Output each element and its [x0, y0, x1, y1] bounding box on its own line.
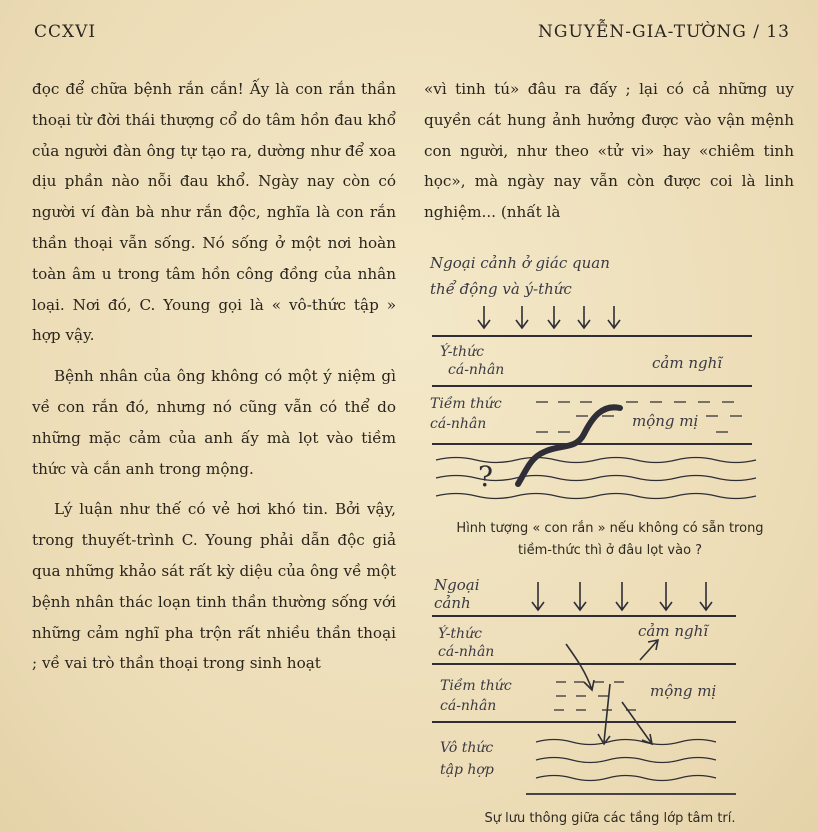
- mind-layers-diagram-2: [426, 572, 766, 804]
- figure2-top-label-line1: Ngoại: [434, 576, 480, 594]
- running-header-left: CCXVI: [34, 22, 97, 42]
- figure1-caption-line1: Hình tượng « con rắn » nếu không có sẵn trong: [456, 521, 764, 536]
- figure2-caption: Sự lưu thông giữa các tầng lớp tâm trí.: [484, 811, 736, 826]
- figure1-layer2-right-label: mộng mị: [632, 412, 699, 430]
- sense-arrows: [478, 306, 620, 328]
- paragraph: Lý luận như thế có vẻ hơi khó tin. Bởi vậy, trong thuyết-trình C. Young phải dẫn độc giả qua những khảo sát rất kỳ diệu của ông về một bệnh nhân thác loạn tinh thần thường sống với những cảm nghĩ pha trộn rất nhiều thần thoại ; về vai trò thần thoại trong sinh hoạt: [32, 500, 396, 673]
- figure1-layer1-label-line1: Ý-thức: [440, 344, 484, 360]
- right-column: [424, 74, 794, 228]
- paragraph: Bệnh nhân của ông không có một ý niệm gì về con rắn đó, nhưng nó cũng vẫn có thể do những mặc cảm của anh ấy mà lọt vào tiềm thức và cắn anh trong mộng.: [32, 367, 396, 478]
- paragraph: đọc để chữa bệnh rắn cắn! Ấy là con rắn thần thoại từ đời thái thượng cổ do tâm hồn đau khổ của người đàn ông tự tạo ra, dường như để xoa dịu phần nào nỗi đau khổ. Ngày nay còn có người ví đàn bà như rắn độc, nghĩa là con rắn thần thoại vẫn sống. Nó sống ở một nơi hoàn toàn âm u trong tâm hồn công đồng của nhân loại. Nơi đó, C. Young gọi là « vô-thức tập » hợp vậy.: [32, 80, 396, 345]
- left-column: [32, 74, 396, 679]
- figure2-layer2-label-line1: Tiềm thức: [440, 678, 512, 694]
- snake-icon: [518, 407, 620, 484]
- figure2-layer1-label-line1: Ý-thức: [438, 626, 482, 642]
- figure2-layer3-label-line1: Vô thức: [440, 740, 494, 756]
- figure2-top-label-line2: cảnh: [434, 594, 471, 612]
- figure2-layer3-label-line2: tập hợp: [440, 762, 494, 778]
- figure1-layer2-label-line2: cá-nhân: [430, 416, 487, 432]
- figure2-layer1-right-label: cảm nghĩ: [638, 622, 709, 640]
- figure1-layer1-label-line2: cá-nhân: [448, 362, 505, 378]
- figure1-layer1-right-label: cảm nghĩ: [652, 354, 723, 372]
- flow-arrows: [566, 640, 658, 744]
- paragraph: «vì tinh tú» đâu ra đấy ; lại có cả những uy quyền cát hung ảnh hưởng được vào vận mệnh con người, như theo «tử vi» hay «chiêm tinh học», mà ngày nay vẫn còn được coi là linh nghiệm... (nhất là: [424, 80, 794, 222]
- figure1-caption: [424, 518, 796, 562]
- figure2-layer1-label-line2: cá-nhân: [438, 644, 495, 660]
- sense-arrows: [532, 582, 712, 610]
- dashed-strokes: [554, 682, 636, 710]
- running-header-right: NGUYỄN-GIA-TƯỜNG / 13: [538, 22, 790, 42]
- mind-layers-diagram-1: [426, 246, 766, 516]
- figure1-caption-line2: tiềm-thức thì ở đâu lọt vào ?: [517, 543, 703, 558]
- figure2-layer2-label-line2: cá-nhân: [440, 698, 497, 714]
- wavy-lines: [536, 740, 716, 781]
- figure1-top-label-line1: Ngoại cảnh ở giác quan: [430, 254, 610, 272]
- figure2-layer2-right-label: mộng mị: [650, 682, 717, 700]
- figure1-top-label-line2: thể động và ý-thức: [430, 280, 572, 298]
- question-mark-icon: ?: [478, 460, 494, 493]
- figure1-layer2-label-line1: Tiềm thức: [430, 396, 502, 412]
